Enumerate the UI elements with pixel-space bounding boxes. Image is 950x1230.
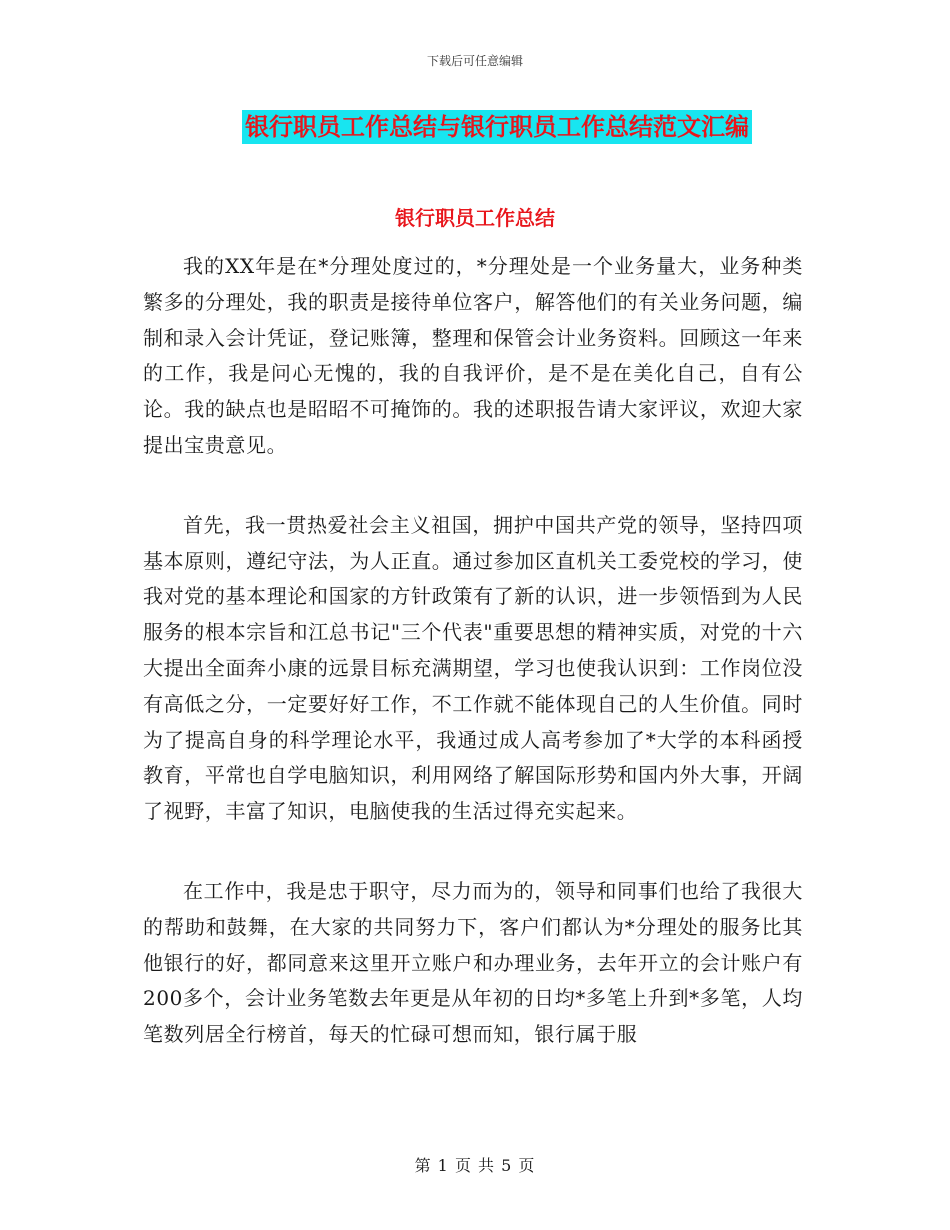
document-title: 银行职员工作总结与银行职员工作总结范文汇编	[242, 110, 752, 144]
document-title-container	[0, 110, 950, 144]
header-note: 下载后可任意编辑	[426, 54, 523, 68]
paragraph-3: 在工作中，我是忠于职守，尽力而为的，领导和同事们也给了我很大的帮助和鼓舞，在大家的共同努力下，客户们都认为*分理处的服务比其他银行的好，都同意来这里开立账户和办理业务，去年开立的会计账户有200多个，会计业务笔数去年更是从年初的日均*多笔上升到*多笔，人均笔数列居全行榜首，每天的忙碌可想而知，银行属于服	[143, 878, 803, 1047]
section-title: 银行职员工作总结	[395, 206, 555, 230]
page-number-footer: 第 1 页 共 5 页	[414, 1156, 536, 1175]
body-text	[143, 249, 803, 1097]
paragraph-2: 首先，我一贯热爱社会主义祖国，拥护中国共产党的领导，坚持四项基本原则，遵纪守法，为人正直。通过参加区直机关工委党校的学习，使我对党的基本理论和国家的方针政策有了新的认识，进一步领悟到为人民服务的根本宗旨和江总书记"三个代表"重要思想的精神实质，对党的十六大提出全面奔小康的远景目标充满期望，学习也使我认识到：工作岗位没有高低之分，一定要好好工作，不工作就不能体现自己的人生价值。同时为了提高自身的科学理论水平，我通过成人高考参加了*大学的本科函授教育，平常也自学电脑知识，利用网络了解国际形势和国内外大事，开阔了视野，丰富了知识，电脑使我的生活过得充实起来。	[143, 512, 803, 824]
paragraph-1: 我的XX年是在*分理处度过的，*分理处是一个业务量大，业务种类繁多的分理处，我的职责是接待单位客户，解答他们的有关业务问题，编制和录入会计凭证，登记账簿，整理和保管会计业务资料。回顾这一年来的工作，我是问心无愧的，我的自我评价，是不是在美化自己，自有公论。我的缺点也是昭昭不可掩饰的。我的述职报告请大家评议，欢迎大家提出宝贵意见。	[143, 254, 803, 457]
